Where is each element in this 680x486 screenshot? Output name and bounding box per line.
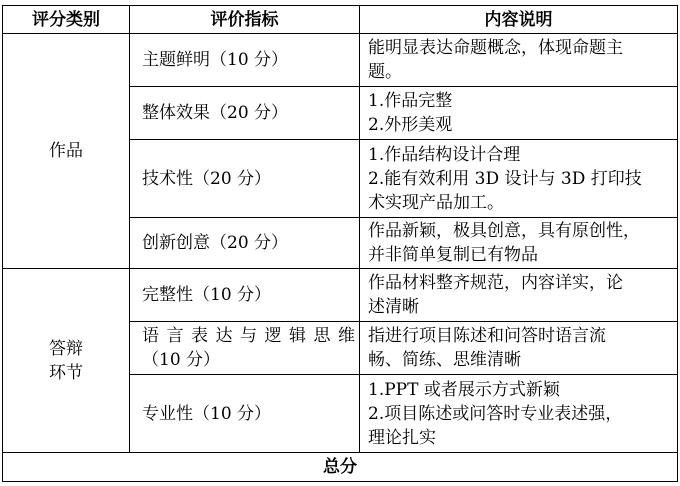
indicator-line: 语言表达与逻辑思维 <box>142 326 355 346</box>
indicator-cell: 专业性（10 分） <box>130 375 360 453</box>
description-line: 畅、简练、思维清晰 <box>368 350 521 370</box>
description-line: 1.作品完整 <box>368 91 453 111</box>
description-cell <box>360 34 678 87</box>
description-line: 述清晰 <box>368 297 419 317</box>
header-indicator: 评价指标 <box>130 6 360 34</box>
indicator-cell: 完整性（10 分） <box>130 269 360 322</box>
description-line: 能明显表达命题概念，体现命题主 <box>368 38 623 58</box>
description-cell <box>360 87 678 140</box>
description-cell <box>360 140 678 218</box>
description-line: 作品新颖，极具创意，具有原创性， <box>368 221 640 241</box>
description-line: 1.作品结构设计合理 <box>368 144 521 165</box>
total-cell: 总分 <box>3 453 678 482</box>
description-line: 指进行项目陈述和问答时语言流 <box>368 326 606 346</box>
indicator-cell: 主题鲜明（10 分） <box>130 34 360 87</box>
description-line: 作品材料整齐规范，内容详实，论 <box>368 273 623 293</box>
total-row <box>3 453 678 482</box>
description-cell <box>360 322 678 375</box>
description-line: 术实现产品加工。 <box>368 192 504 213</box>
category-cell-works: 作品 <box>3 34 130 269</box>
category-line: 环节 <box>49 362 83 383</box>
scoring-table <box>2 5 678 482</box>
header-row <box>3 6 678 34</box>
indicator-line: （10 分） <box>142 350 221 370</box>
description-line: 并非简单复制已有物品 <box>368 245 538 265</box>
description-line: 1.PPT 或者展示方式新颖 <box>368 379 560 400</box>
description-line: 2.能有效利用 3D 设计与 3D 打印技 <box>368 168 642 189</box>
indicator-cell: 整体效果（20 分） <box>130 87 360 140</box>
header-description: 内容说明 <box>360 6 678 34</box>
description-cell <box>360 375 678 453</box>
indicator-cell: 技术性（20 分） <box>130 140 360 218</box>
description-line: 2.外形美观 <box>368 115 453 135</box>
category-cell-defense <box>3 269 130 453</box>
indicator-cell <box>130 322 360 375</box>
category-line: 答辩 <box>49 338 83 359</box>
indicator-cell: 创新创意（20 分） <box>130 218 360 269</box>
table-row <box>3 269 678 322</box>
description-line: 题。 <box>368 62 402 82</box>
description-line: 2.项目陈述或问答时专业表述强， <box>368 403 623 424</box>
description-cell <box>360 218 678 269</box>
description-line: 理论扎实 <box>368 427 436 448</box>
table-row <box>3 34 678 87</box>
header-category: 评分类别 <box>3 6 130 34</box>
description-cell <box>360 269 678 322</box>
